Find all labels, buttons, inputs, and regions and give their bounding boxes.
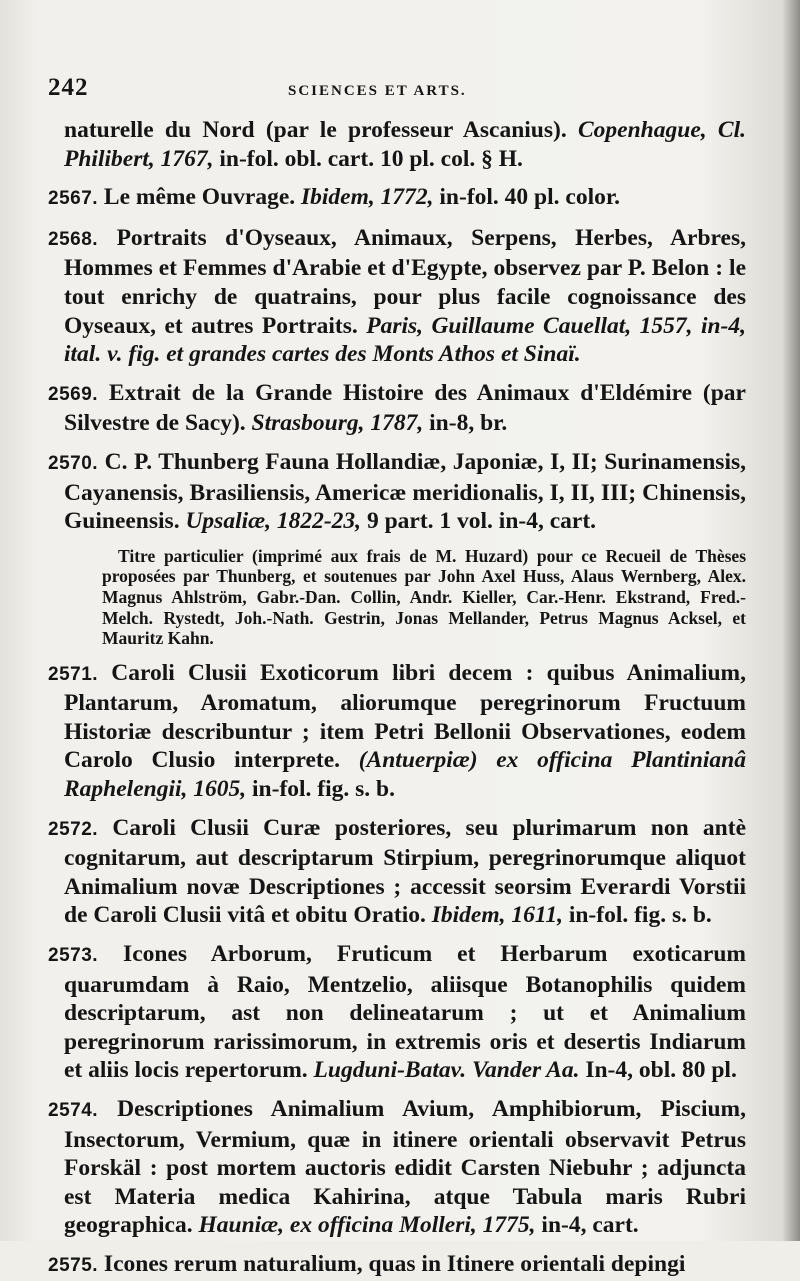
catalog-entry-2574 [48, 1095, 746, 1240]
entry-tail: in-fol. 40 pl. color. [433, 184, 621, 211]
entry-imprint: Copenhague, Cl. Philibert, 1767, [64, 117, 746, 172]
catalog-entry-2567 [48, 183, 746, 214]
entry-imprint: Upsaliæ, 1822-23, [185, 508, 362, 535]
entry-imprint: Strasbourg, 1787, [251, 410, 424, 437]
entry-number: 2567. [48, 188, 99, 210]
entry-number: 2568. [48, 228, 99, 250]
entry-imprint: Ibidem, 1611, [431, 902, 563, 929]
catalog-entry-2569 [48, 379, 746, 438]
entry-imprint: Hauniæ, ex officina Molleri, 1775, [198, 1212, 536, 1239]
entry-number: 2575. [48, 1254, 99, 1276]
entry-number: 2569. [48, 383, 99, 405]
entry-text: Descriptiones Animalium Avium, Amphibiorum, Piscium, Insectorum, Vermium, quæ in itinere orientali observavit Petrus Forskäl : post mortem auctoris edidit Carsten Niebuhr ; adjuncta est Materia medica Kahirina, atque Tabula maris Rubri geographica. [64, 1096, 746, 1239]
entry-text: naturelle du Nord (par le professeur Ascanius). [64, 117, 578, 143]
entry-imprint: Ibidem, 1772, [301, 184, 434, 211]
entry-text: Caroli Clusii Curæ posteriores, seu plurimarum non antè cognitarum, aut descriptarum Stirpium, peregrinorumque aliquot Animalium novæ Descriptiones ; accessit seorsim Everardi Vorstii de Caroli Clusii vitâ et obitu Oratio. [64, 814, 746, 929]
entry-imprint: Lugduni-Batav. Vander Aa. [313, 1057, 580, 1084]
entry-number: 2573. [48, 945, 99, 967]
catalog-entry-2572 [48, 814, 746, 930]
entry-imprint: (Antuerpiæ) ex officina Plantinianâ Raphelengii, 1605, [64, 747, 747, 803]
entry-text: Icones Arborum, Fruticum et Herbarum exoticarum quarumdam à Raio, Mentzelio, aliisque Botanophilis quidem descriptarum, ast non delineatarum ; ut et Animalium peregrinorum rarissimorum, in extremis oris et desertis Indiarum et aliis locis repertorum. [64, 941, 746, 1084]
page-header [48, 74, 746, 110]
entry-tail: in-8, br. [423, 410, 508, 437]
entry-imprint: Paris, Guillaume Cauellat, 1557, [366, 312, 693, 339]
entry-tail: in-fol. obl. cart. 10 pl. col. § H. [213, 145, 523, 172]
entry-tail: in-fol. fig. s. b. [562, 902, 712, 929]
entry-number: 2570. [48, 452, 99, 474]
catalog-entry-continued [48, 116, 746, 173]
catalog-entry-2573 [48, 940, 746, 1085]
page-shadow [782, 0, 800, 1241]
catalog-entry-2571 [48, 659, 746, 804]
entry-number: 2572. [48, 818, 99, 840]
entry-number: 2574. [48, 1100, 99, 1121]
page-number: 242 [48, 74, 89, 101]
entry-tail: in-4, cart. [535, 1212, 639, 1239]
entry-text: Portraits d'Oyseaux, Animaux, Serpens, Herbes, Arbres, Hommes et Femmes d'Arabie et d'Egypte, observez par P. Belon : le tout enrichy de quatrains, pour plus facile cognoissance des Oyseaux, et autres Portraits. [64, 224, 746, 339]
entry-number: 2571. [48, 663, 99, 685]
running-title: SCIENCES ET ARTS. [288, 83, 467, 99]
entry-text: Extrait de la Grande Histoire des Animaux d'Eldémire (par Silvestre de Sacy). [64, 379, 746, 437]
entry-tail: In-4, obl. 80 pl. [579, 1057, 737, 1084]
entry-tail: in-4, ital. v. fig. et grandes cartes des Monts Athos et Sinaï. [64, 312, 747, 368]
entry-note: Titre particulier (imprimé aux frais de M. Huzard) pour ce Recueil de Thèses proposées par Thunberg, et soutenues par John Axel Huss, Alaus Wernberg, Alex. Magnus Ahlström, Gabr.-Dan. Collin, Andr. Kieller, Car.-Henr. Ekstrand, Fred.-Melch. Rystedt, Joh.-Nath. Gestrin, Jonas Mellander, Petrus Magnus Acksel, et Mauritz Kahn. [102, 545, 746, 649]
entry-tail: in-fol. fig. s. b. [246, 776, 395, 803]
entry-text: C. P. Thunberg Fauna Hollandiæ, Japoniæ, I, II; Surinamensis, Cayanensis, Brasiliensis, Americæ meridionalis, I, II, III; Chinensis, Guineensis. [64, 448, 746, 535]
entry-text: Le même Ouvrage. [98, 184, 301, 211]
catalog-entry-2568 [48, 224, 746, 369]
catalog-entry-2575 [48, 1250, 746, 1281]
entry-tail: 9 part. 1 vol. in-4, cart. [361, 508, 597, 535]
catalog-entry-2570 [48, 448, 746, 536]
entry-text: Caroli Clusii Exoticorum libri decem : quibus Animalium, Plantarum, Aromatum, aliorumque peregrinorum Fructuum Historiæ describuntur ; item Petri Bellonii Observationes, eodem Carolo Clusio interprete. [64, 659, 746, 774]
entry-text: Icones rerum naturalium, quas in Itinere orientali depingi [98, 1250, 686, 1277]
